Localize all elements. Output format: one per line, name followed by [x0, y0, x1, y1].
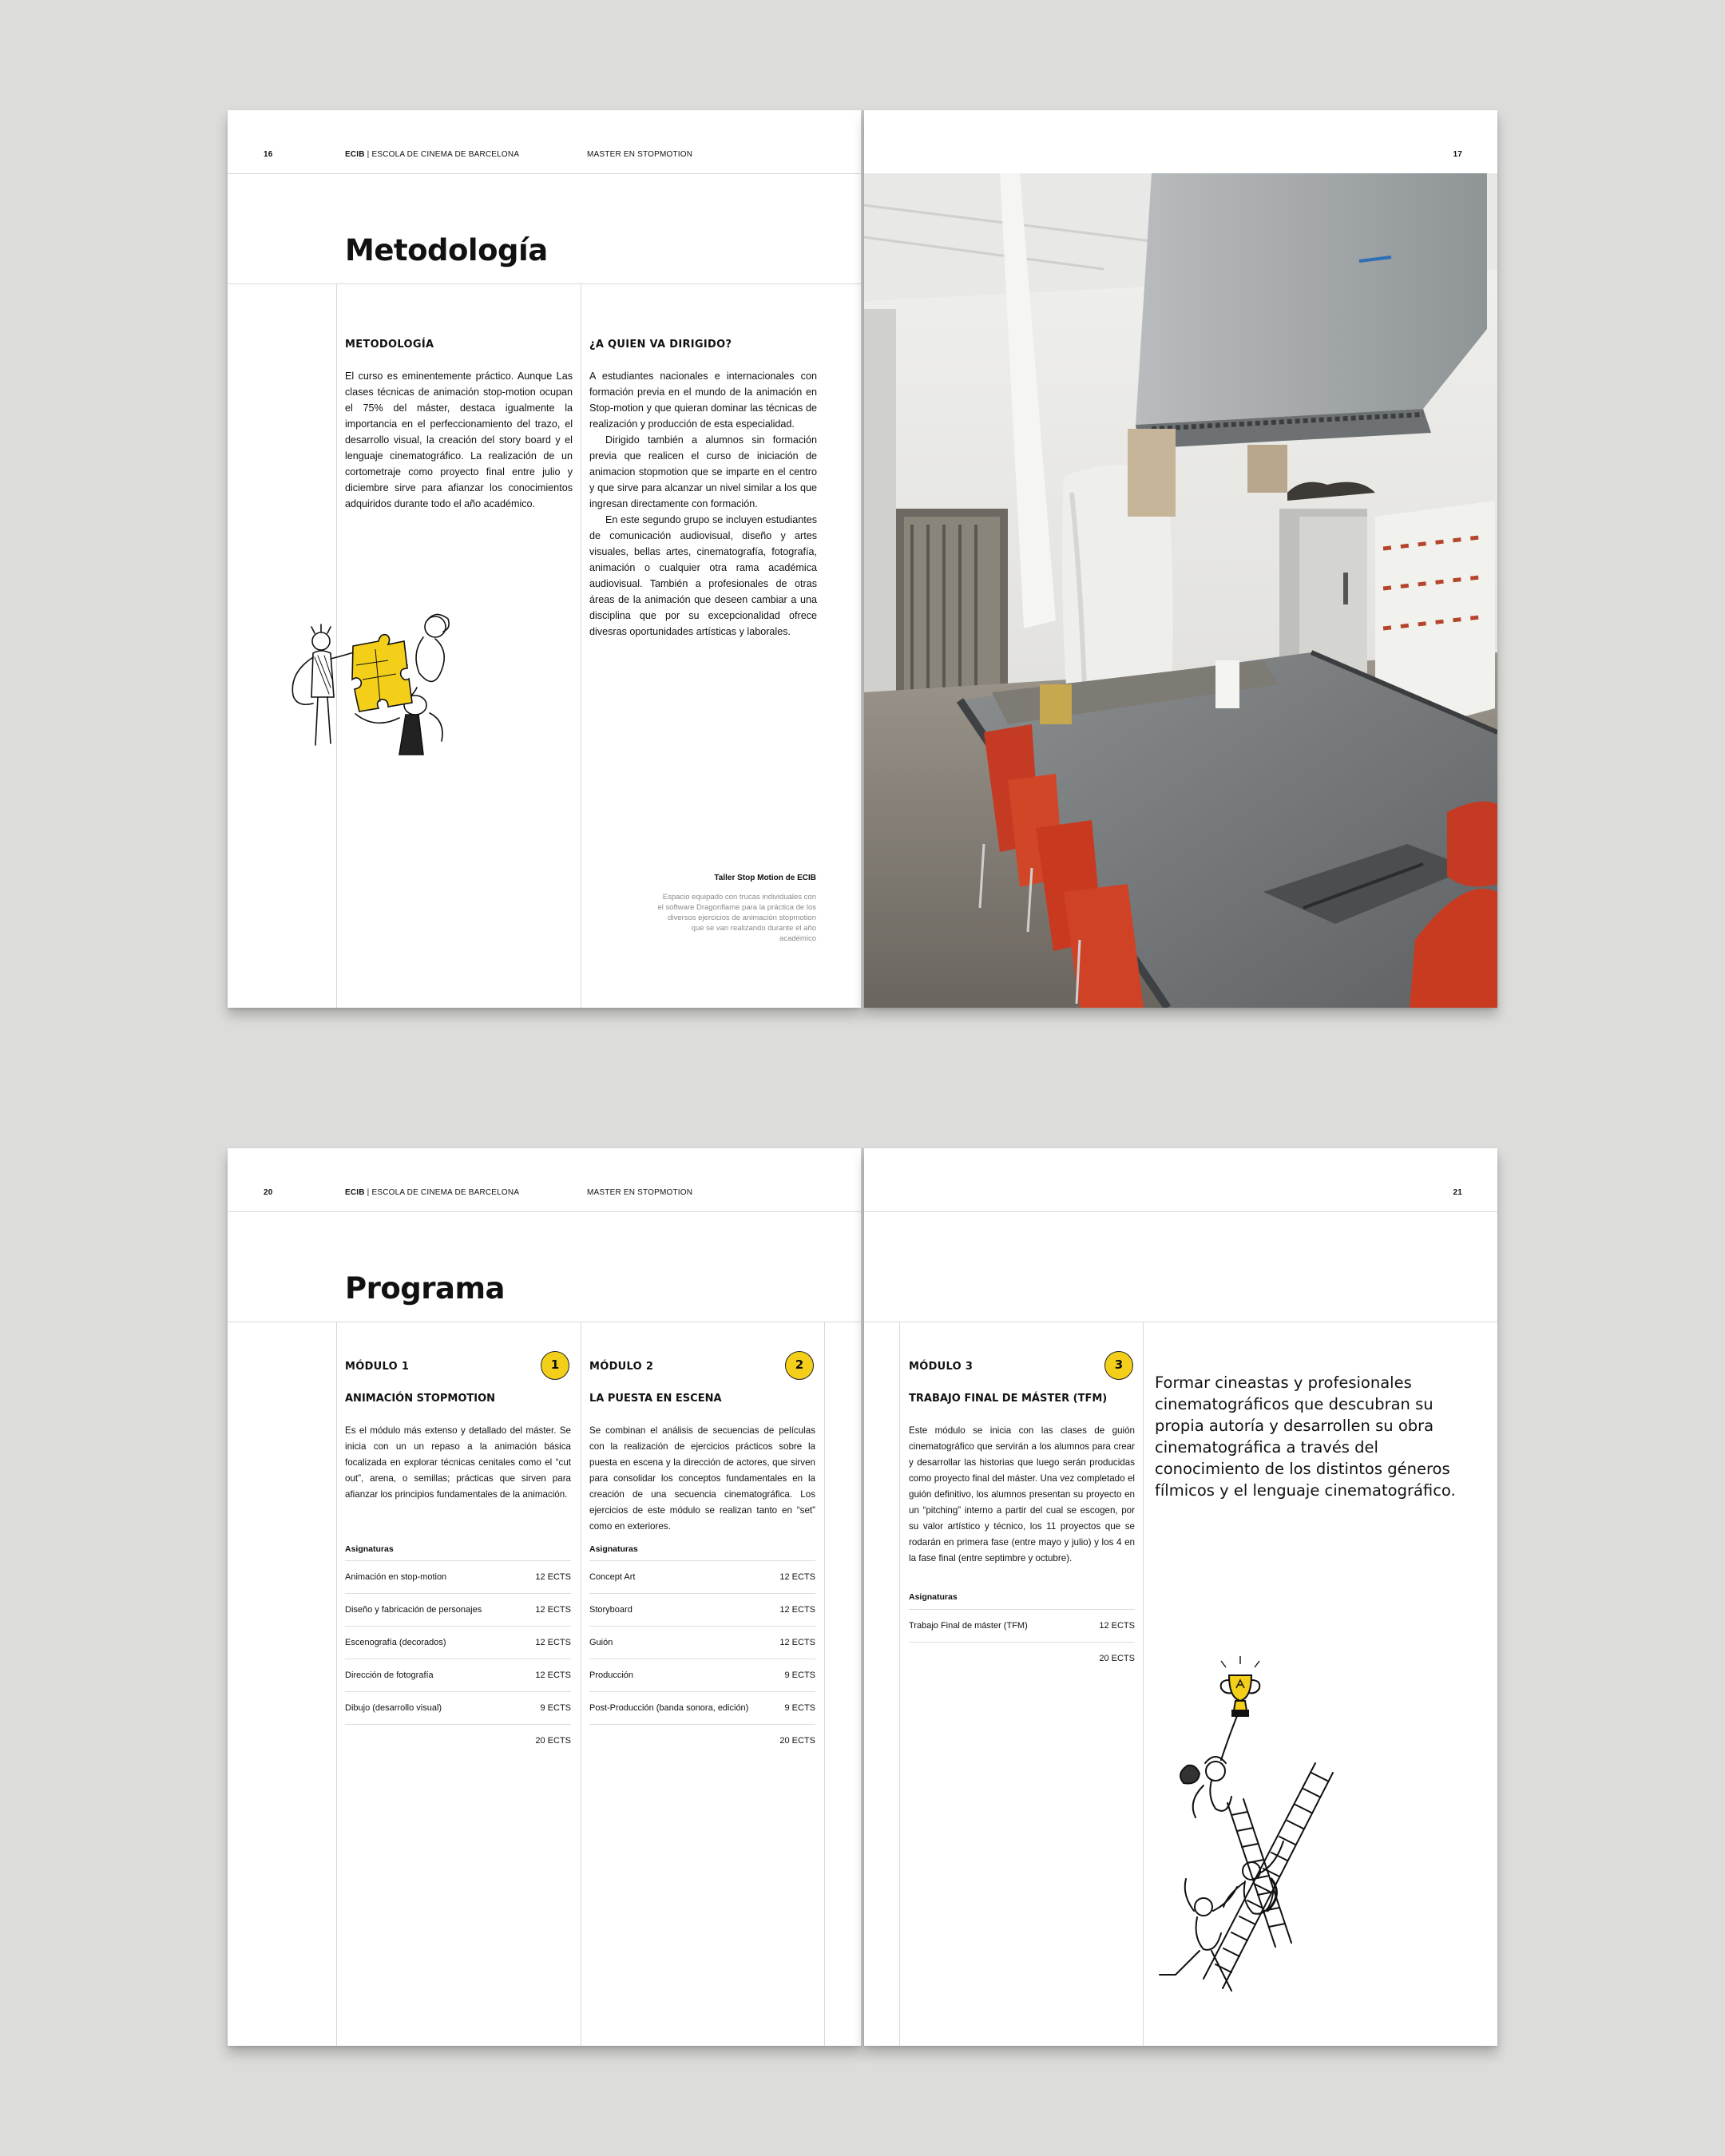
module-label: MÓDULO 2 — [589, 1361, 654, 1373]
module-text: Es el módulo más extenso y detallado del máster. Se inicia con un un repaso a la animación básica focalizada en explorar técnicas cenitales como el “cut out”, arena, o semillas; prácticas que sirven para afianzar los principios fundamentales de la animación. — [345, 1425, 571, 1500]
paragraph: A estudiantes nacionales e internacionales con formación previa en el mundo de la animación en Stop-motion y que quieran dominar las técnicas de realización y producción de esta especialidad. — [589, 371, 817, 430]
subject-row — [345, 1626, 571, 1659]
subject-name: Trabajo Final de máster (TFM) — [909, 1621, 1028, 1631]
subject-total-row — [909, 1642, 1135, 1674]
subject-row — [345, 1659, 571, 1691]
subjects-table — [909, 1609, 1135, 1674]
module-subtitle: TRABAJO FINAL DE MÁSTER (TFM) — [909, 1393, 1108, 1405]
subject-row — [589, 1691, 815, 1724]
metodologia-column — [345, 339, 573, 512]
title-row — [228, 173, 861, 284]
brand-bold: ECIB — [345, 1188, 365, 1197]
module-subtitle: LA PUESTA EN ESCENA — [589, 1393, 722, 1405]
subject-name: Post-Producción (banda sonora, edición) — [589, 1703, 749, 1713]
module-label: MÓDULO 1 — [345, 1361, 410, 1373]
subject-ects: 12 ECTS — [535, 1572, 571, 1582]
column-heading: METODOLOGÍA — [345, 339, 434, 351]
brand-line — [345, 1188, 519, 1197]
subject-name: Producción — [589, 1671, 634, 1680]
subject-name: Storyboard — [589, 1605, 632, 1615]
column-rule — [336, 1322, 337, 2046]
subject-row — [589, 1593, 815, 1626]
subject-name: Guión — [589, 1638, 613, 1647]
puzzle-illustration — [280, 609, 455, 765]
module-number-badge: 3 — [1104, 1351, 1133, 1380]
page-number: 17 — [1453, 150, 1462, 159]
section-label: MASTER EN STOPMOTION — [587, 150, 693, 159]
module-text: Se combinan el análisis de secuencias de películas con la realización de ejercicios prácticos sobre la puesta en escena y la dirección de actores, que sirven para consolidar los conceptos fundamentales en la creación de una secuencia cinematográfica. Los ejercicios de este módulo se realizan tanto en “set” como en exteriores. — [589, 1425, 815, 1532]
column-heading: ¿A QUIEN VA DIRIGIDO? — [589, 339, 732, 351]
brand-rest: | ESCOLA DE CINEMA DE BARCELONA — [364, 1188, 520, 1197]
module-3 — [909, 1343, 1135, 1982]
subject-name: Dibujo (desarrollo visual) — [345, 1703, 442, 1713]
page-header — [864, 110, 1497, 173]
page-number: 16 — [264, 150, 273, 159]
title-row — [864, 1211, 1497, 1322]
subject-ects: 20 ECTS — [1099, 1654, 1135, 1663]
ladder-trophy-illustration — [1156, 1643, 1347, 1995]
subject-ects: 12 ECTS — [535, 1671, 571, 1680]
subject-ects: 12 ECTS — [779, 1572, 815, 1582]
subject-name: Concept Art — [589, 1572, 636, 1582]
subject-total-row — [345, 1724, 571, 1757]
page-header — [228, 110, 861, 174]
page-number: 20 — [264, 1188, 273, 1197]
subject-total-row — [589, 1724, 815, 1757]
module-number-badge: 1 — [541, 1351, 569, 1380]
workshop-photo — [864, 173, 1497, 1008]
module-label: MÓDULO 3 — [909, 1361, 974, 1373]
column-text: El curso es eminentemente práctico. Aunque Las clases técnicas de animación stop-motion ocupan el 75% del máster, destaca igualmente la importancia en el perfeccionamiento del trazo, el desarrollo visual, la creación del story board y el lenguaje cinematográfico. La realización de un cortometraje como proyecto final entre julio y diciembre sirve para afianzar los conocimientos adquiridos durante todo el año académico. — [345, 371, 573, 509]
column-rule — [899, 1322, 900, 2046]
subject-ects: 12 ECTS — [779, 1638, 815, 1647]
subject-ects: 12 ECTS — [535, 1638, 571, 1647]
subjects-table — [589, 1560, 815, 1757]
section-label: MASTER EN STOPMOTION — [587, 1188, 693, 1197]
page-number: 21 — [1453, 1188, 1462, 1197]
subject-ects: 12 ECTS — [779, 1605, 815, 1615]
subject-row — [909, 1609, 1135, 1642]
subject-row — [589, 1626, 815, 1659]
module-text: Este módulo se inicia con las clases de guión cinematográfico que servirán a los alumnos para crear y desarrollar las historias que luego serán producidas como proyecto final del máster. Una vez completado el guión definitivo, los alumnos presentan su proyecto en un “pitching” interno a partir del cual se escogen, por su valor artístico y técnico, los 11 proyectos que se rodarán en primera fase (entre mayo y julio) y los 4 en la fase final (entre septimbre y octubre). — [909, 1425, 1135, 1563]
subject-name: Dirección de fotografía — [345, 1671, 434, 1680]
subjects-label: Asignaturas — [909, 1592, 958, 1602]
subjects-label: Asignaturas — [345, 1544, 394, 1554]
caption-title: Taller Stop Motion de ECIB — [714, 874, 816, 882]
photo-caption — [656, 874, 816, 944]
module-number-badge: 2 — [785, 1351, 814, 1380]
column-text — [589, 368, 817, 640]
subject-name: Escenografía (decorados) — [345, 1638, 446, 1647]
subject-row — [345, 1691, 571, 1724]
subject-name: Animación en stop-motion — [345, 1572, 447, 1582]
page-20 — [228, 1148, 861, 2046]
column-rule — [824, 1322, 825, 2046]
page-header — [228, 1148, 861, 1212]
brand-line — [345, 150, 519, 159]
caption-text: Espacio equipado con trucas individuales con el software Dragonflame para la práctica de los diversos ejercicios de animación stopmotion que se van realizando durante el año académico — [657, 893, 816, 943]
page-title: Metodología — [345, 233, 548, 268]
spread-programa — [228, 1148, 1497, 2046]
subject-row — [345, 1593, 571, 1626]
brand-rest: | ESCOLA DE CINEMA DE BARCELONA — [364, 150, 520, 159]
subject-ects: 12 ECTS — [1099, 1621, 1135, 1631]
subject-row — [345, 1560, 571, 1593]
paragraph: En este segundo grupo se incluyen estudiantes de comunicación audiovisual, diseño y artes visuales, bellas artes, cinematografía, fotografía, animación o cualquier otra rama académica audiovisual. También a profesionales de otras áreas de la animación que deseen cambiar a una disciplina que por su excepcionalidad ofrece divesras oportunidades artísticas y laborales. — [589, 514, 817, 637]
subject-ects: 20 ECTS — [779, 1736, 815, 1746]
dirigido-column — [589, 339, 817, 640]
subjects-label: Asignaturas — [589, 1544, 638, 1554]
subjects-table — [345, 1560, 571, 1757]
subject-ects: 20 ECTS — [535, 1736, 571, 1746]
subject-row — [589, 1560, 815, 1593]
subject-ects: 9 ECTS — [540, 1703, 571, 1713]
subject-ects: 12 ECTS — [535, 1605, 571, 1615]
page-17 — [864, 110, 1497, 1008]
module-1 — [345, 1343, 571, 1982]
subject-ects: 9 ECTS — [784, 1703, 815, 1713]
page-header — [864, 1148, 1497, 1212]
subject-ects: 9 ECTS — [784, 1671, 815, 1680]
page-title: Programa — [345, 1271, 506, 1306]
column-rule — [1143, 1322, 1144, 2046]
subject-name: Diseño y fabricación de personajes — [345, 1605, 482, 1615]
module-subtitle: ANIMACIÓN STOPMOTION — [345, 1393, 496, 1405]
page-21 — [864, 1148, 1497, 2046]
page-16 — [228, 110, 861, 1008]
subject-row — [589, 1659, 815, 1691]
title-row — [228, 1211, 861, 1322]
spread-metodologia — [228, 110, 1497, 1008]
mission-statement: Formar cineastas y profesionales cinematográficos que descubran su propia autoría y desarrollen su obra cinematográfica a través del conocimiento de los distintos géneros fílmicos y el lenguaje cinematográfico. — [1155, 1373, 1456, 1500]
paragraph: Dirigido también a alumnos sin formación previa que realicen el curso de iniciación de animacion stopmotion que se imparte en el centro y que sirve para alcanzar un nivel similar a los que ingresan directamente con formación. — [589, 434, 817, 509]
brand-bold: ECIB — [345, 150, 365, 159]
module-2 — [589, 1343, 815, 1982]
